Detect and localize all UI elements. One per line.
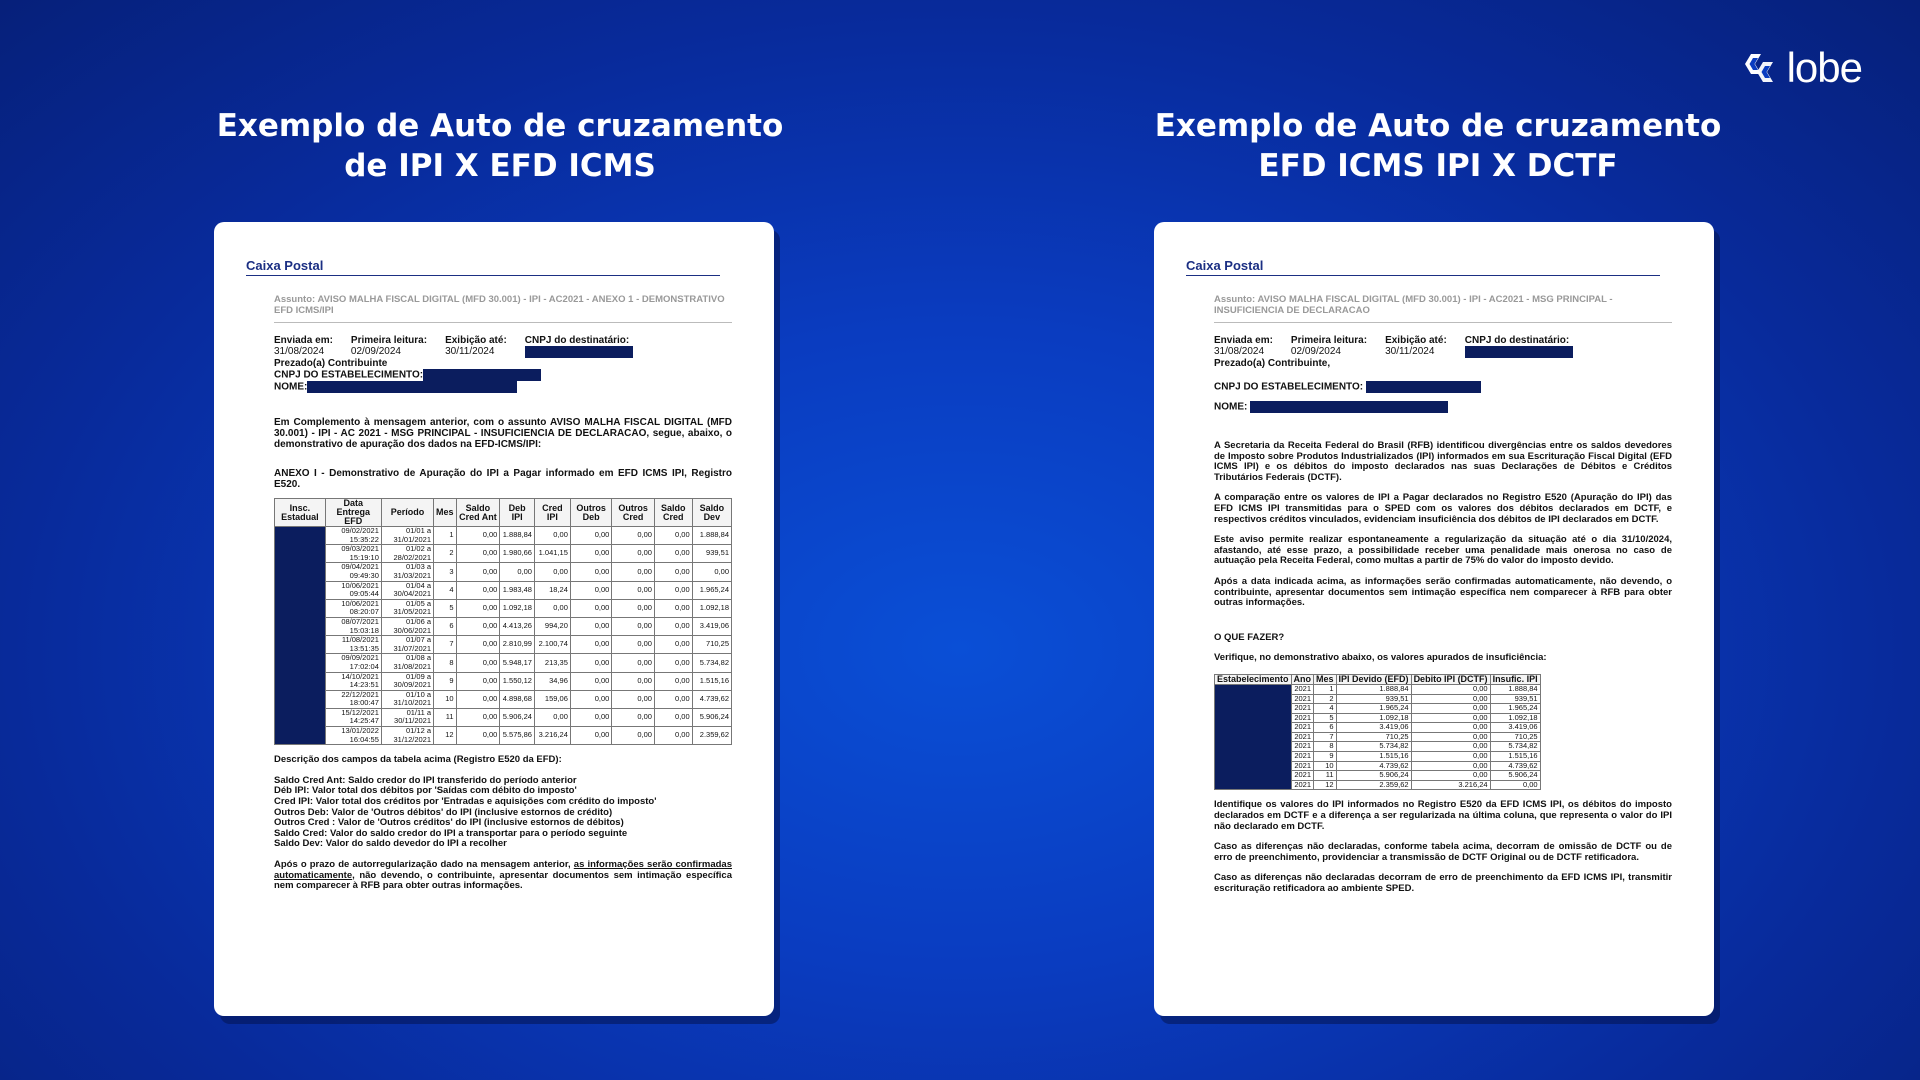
table-cell: 0,00 [456, 545, 500, 563]
redacted-cell [275, 527, 326, 745]
table-cell: 2021 [1291, 732, 1314, 742]
e520-table [274, 498, 732, 745]
desc-item: Outros Deb: Valor de 'Outros débitos' do IPI (inclusive estornos de crédito) [274, 806, 613, 818]
table-cell: 1 [1314, 684, 1337, 694]
desc-item: Outros Cred : Valor de 'Outros créditos' do IPI (inclusive estornos de débitos) [274, 817, 624, 829]
meta-display-until: Exibição até: 30/11/2024 [1385, 335, 1447, 357]
right-document-body [1214, 294, 1672, 895]
table-cell: 0,00 [456, 563, 500, 581]
table-cell: 0,00 [570, 563, 611, 581]
table-cell: 0,00 [654, 727, 692, 745]
caixa-postal-title: Caixa Postal [1186, 258, 1264, 273]
redacted-block [423, 369, 541, 381]
table-cell: 5.734,82 [1336, 742, 1411, 752]
table-header-row [1215, 674, 1541, 684]
table-cell: 0,00 [612, 636, 655, 654]
desc-item: Saldo Cred: Valor do saldo credor do IPI a transportar para o período seguinte [274, 827, 628, 839]
table-row [275, 581, 732, 599]
table-cell: 1.092,18 [500, 599, 535, 617]
redacted-block [525, 346, 633, 358]
left-heading-line-2: de IPI X EFD ICMS [344, 148, 656, 184]
lobe-logo-icon [1739, 48, 1779, 88]
table-cell: 0,00 [570, 581, 611, 599]
column-header: Saldo Cred [654, 499, 692, 527]
table-cell: 2021 [1291, 761, 1314, 771]
paragraph-3: Este aviso permite realizar espontaneamente a regularização da situação até o dia 31/10/2024, afastando, até esse prazo, a possibilidade receber uma penalidade mais onerosa no caso de autuação pela Receita Federal, como multas a partir de 75% do valor do imposto devido. [1214, 534, 1672, 567]
table-cell: 13/01/2022 16:04:55 [325, 727, 381, 745]
table-cell: 0,00 [456, 581, 500, 599]
table-cell: 0,00 [570, 617, 611, 635]
right-document-card [1154, 222, 1714, 1016]
table-cell: 0,00 [654, 672, 692, 690]
table-cell: 0,00 [612, 581, 655, 599]
table-cell: 1.092,18 [1490, 713, 1540, 723]
table-cell: 2.359,62 [1336, 780, 1411, 790]
column-header: Saldo Cred Ant [456, 499, 500, 527]
table-cell: 0,00 [570, 727, 611, 745]
message-meta [1214, 335, 1672, 358]
table-cell: 0,00 [1411, 752, 1490, 762]
meta-display-until: Exibição até: 30/11/2024 [445, 335, 507, 357]
redacted-block [1250, 401, 1448, 413]
redacted-cell [1215, 684, 1292, 790]
table-cell: 0,00 [1411, 704, 1490, 714]
table-cell: 01/06 a 30/06/2021 [381, 617, 433, 635]
table-cell: 01/02 a 28/02/2021 [381, 545, 433, 563]
table-cell: 01/08 a 31/08/2021 [381, 654, 433, 672]
table-cell: 0,00 [654, 690, 692, 708]
table-cell: 1.092,18 [692, 599, 731, 617]
table-cell: 8 [1314, 742, 1337, 752]
table-cell: 1.983,48 [500, 581, 535, 599]
table-cell: 2021 [1291, 713, 1314, 723]
table-cell: 710,25 [1336, 732, 1411, 742]
table-cell: 5.948,17 [500, 654, 535, 672]
right-heading-line-2: EFD ICMS IPI X DCTF [1258, 148, 1618, 184]
table-cell: 10/06/2021 09:05:44 [325, 581, 381, 599]
table-cell: 939,51 [692, 545, 731, 563]
column-header: Insufic. IPI [1490, 674, 1540, 684]
caixa-postal-title: Caixa Postal [246, 258, 324, 273]
table-cell: 01/04 a 30/04/2021 [381, 581, 433, 599]
table-cell: 2 [434, 545, 457, 563]
table-cell: 08/07/2021 15:03:18 [325, 617, 381, 635]
table-cell: 01/05 a 31/05/2021 [381, 599, 433, 617]
table-cell: 0,00 [570, 708, 611, 726]
column-header: Debito IPI (DCTF) [1411, 674, 1490, 684]
redacted-block [307, 381, 517, 393]
meta-sent: Enviada em: 31/08/2024 [274, 335, 333, 357]
table-cell: 4.898,68 [500, 690, 535, 708]
table-cell: 1 [434, 527, 457, 545]
nome-line: NOME: [1214, 401, 1672, 413]
table-cell: 0,00 [456, 527, 500, 545]
message-subject: Assunto: AVISO MALHA FISCAL DIGITAL (MFD 30.001) - IPI - AC2021 - ANEXO 1 - DEMONSTRATIVO EFD ICMS/IPI [274, 294, 732, 323]
table-cell: 0,00 [456, 654, 500, 672]
paragraph-6: Caso as diferenças não declaradas, conforme tabela acima, decorram de omissão de DCTF ou de erro de preenchimento, providenciar a transmissão de DCTF Original ou de DCTF retificadora. [1214, 841, 1672, 863]
table-cell: 2021 [1291, 684, 1314, 694]
table-cell: 09/03/2021 15:19:10 [325, 545, 381, 563]
nome-line: NOME: [274, 381, 732, 393]
table-cell: 9 [1314, 752, 1337, 762]
table-cell: 14/10/2021 14:23:51 [325, 672, 381, 690]
table-cell: 4.739,62 [1336, 761, 1411, 771]
table-cell: 3.419,06 [1490, 723, 1540, 733]
table-row [275, 672, 732, 690]
annex-title: ANEXO I - Demonstrativo de Apuração do IPI a Pagar informado em EFD ICMS IPI, Registro E520. [274, 468, 732, 490]
table-cell: 0,00 [654, 545, 692, 563]
table-cell: 2.100,74 [534, 636, 570, 654]
table-cell: 1.965,24 [1336, 704, 1411, 714]
table-cell: 0,00 [1411, 713, 1490, 723]
table-cell: 0,00 [654, 581, 692, 599]
table-cell: 0,00 [456, 636, 500, 654]
paragraph-5: Identifique os valores do IPI informados no Registro E520 da EFD ICMS IPI, os débitos do imposto declarados em DCTF e a diferença a ser regularizada na última coluna, que representa o valor do IPI não declarado em DCTF. [1214, 799, 1672, 832]
meta-first-read: Primeira leitura: 02/09/2024 [1290, 335, 1368, 357]
table-cell: 1.888,84 [692, 527, 731, 545]
desc-title: Descrição dos campos da tabela acima (Registro E520 da EFD): [274, 754, 562, 766]
what-to-do-title: O QUE FAZER? [1214, 631, 1285, 643]
table-cell: 0,00 [612, 727, 655, 745]
column-header: Saldo Dev [692, 499, 731, 527]
table-cell: 09/09/2021 17:02:04 [325, 654, 381, 672]
table-cell: 159,06 [534, 690, 570, 708]
brand-name: lobe [1786, 44, 1862, 91]
desc-item: Déb IPI: Valor total dos débitos por 'Saídas com débito do imposto' [274, 785, 577, 797]
table-cell: 01/12 a 31/12/2021 [381, 727, 433, 745]
table-cell: 0,00 [1490, 780, 1540, 790]
table-cell: 0,00 [456, 690, 500, 708]
table-cell: 10/06/2021 08:20:07 [325, 599, 381, 617]
table-cell: 01/09 a 30/09/2021 [381, 672, 433, 690]
table-cell: 9 [434, 672, 457, 690]
table-cell: 0,00 [570, 527, 611, 545]
table-cell: 01/01 a 31/01/2021 [381, 527, 433, 545]
table-cell: 0,00 [1411, 684, 1490, 694]
table-cell: 10 [434, 690, 457, 708]
table-cell: 0,00 [570, 672, 611, 690]
table-row [1215, 684, 1541, 694]
table-cell: 939,51 [1336, 694, 1411, 704]
table-cell: 2021 [1291, 742, 1314, 752]
cnpj-line: CNPJ DO ESTABELECIMENTO: [274, 369, 732, 381]
table-cell: 0,00 [456, 672, 500, 690]
table-row [275, 527, 732, 545]
left-heading-line-1: Exemplo de Auto de cruzamento [216, 108, 784, 144]
table-cell: 0,00 [534, 708, 570, 726]
table-cell: 3.419,06 [1336, 723, 1411, 733]
column-header: Estabelecimento [1215, 674, 1292, 684]
table-cell: 939,51 [1490, 694, 1540, 704]
intro-paragraph: Em Complemento à mensagem anterior, com o assunto AVISO MALHA FISCAL DIGITAL (MFD 30.001) - IPI - AC 2021 - MSG PRINCIPAL - INSUFICIENCIA DE DECLARACAO, segue, abaixo, o demonstrativo de apuração dos dados na EFD-ICMS/IPI: [274, 417, 732, 450]
column-header: Insc. Estadual [275, 499, 326, 527]
table-cell: 0,00 [1411, 742, 1490, 752]
table-cell: 09/02/2021 15:35:22 [325, 527, 381, 545]
table-cell: 710,25 [692, 636, 731, 654]
table-cell: 0,00 [654, 617, 692, 635]
table-cell: 0,00 [534, 599, 570, 617]
table-cell: 34,96 [534, 672, 570, 690]
table-cell: 1.515,16 [1490, 752, 1540, 762]
table-cell: 15/12/2021 14:25:47 [325, 708, 381, 726]
closing-paragraph: Após o prazo de autorregularização dado na mensagem anterior, as informações serão confirmadas automaticamente, não devendo, o contribuinte, apresentar documentos sem intimação específica nem comparecer à RFB para obter outras informações. [274, 859, 732, 892]
table-cell: 994,20 [534, 617, 570, 635]
table-cell: 3 [434, 563, 457, 581]
table-cell: 11 [1314, 771, 1337, 781]
table-cell: 22/12/2021 18:00:47 [325, 690, 381, 708]
table-cell: 1.888,84 [1336, 684, 1411, 694]
insufficiency-table [1214, 674, 1541, 791]
meta-first-read: Primeira leitura: 02/09/2024 [350, 335, 428, 357]
table-cell: 1.041,15 [534, 545, 570, 563]
table-cell: 0,00 [570, 636, 611, 654]
table-cell: 7 [1314, 732, 1337, 742]
column-header: Mes [1314, 674, 1337, 684]
table-cell: 0,00 [570, 654, 611, 672]
column-header: Data Entrega EFD [325, 499, 381, 527]
brand-logo [1739, 44, 1862, 92]
table-cell: 0,00 [654, 636, 692, 654]
left-heading [180, 106, 820, 186]
table-cell: 4.413,26 [500, 617, 535, 635]
table-cell: 5.906,24 [1490, 771, 1540, 781]
table-row [275, 708, 732, 726]
table-cell: 0,00 [1411, 761, 1490, 771]
paragraph-2: A comparação entre os valores de IPI a Pagar declarados no Registro E520 (Apuração do IPI) das EFD ICMS IPI transmitidas para o SPED com os valores dos débitos declarados em DCTF, e respectivos créditos vinculados, evidenciam insuficiência dos débitos de IPI declarados em DCTF. [1214, 492, 1672, 525]
cnpj-line: CNPJ DO ESTABELECIMENTO: [1214, 381, 1672, 393]
table-cell: 710,25 [1490, 732, 1540, 742]
table-cell: 5.734,82 [1490, 742, 1540, 752]
column-header: Deb IPI [500, 499, 535, 527]
table-cell: 5.734,82 [692, 654, 731, 672]
table-cell: 2021 [1291, 780, 1314, 790]
table-cell: 0,00 [570, 690, 611, 708]
table-cell: 0,00 [612, 672, 655, 690]
table-cell: 5 [1314, 713, 1337, 723]
table-cell: 11 [434, 708, 457, 726]
table-cell: 1.965,24 [1490, 704, 1540, 714]
table-cell: 01/11 a 30/11/2021 [381, 708, 433, 726]
desc-list [274, 776, 732, 850]
table-cell: 2.810,99 [500, 636, 535, 654]
table-cell: 0,00 [612, 654, 655, 672]
table-cell: 0,00 [654, 563, 692, 581]
table-cell: 2 [1314, 694, 1337, 704]
table-cell: 2021 [1291, 771, 1314, 781]
table-body [1215, 684, 1541, 790]
table-cell: 0,00 [456, 727, 500, 745]
table-cell: 0,00 [612, 545, 655, 563]
table-cell: 0,00 [612, 708, 655, 726]
table-cell: 0,00 [1411, 771, 1490, 781]
table-cell: 09/04/2021 09:49:30 [325, 563, 381, 581]
left-document-body [274, 294, 732, 892]
table-row [275, 727, 732, 745]
table-cell: 0,00 [1411, 694, 1490, 704]
table-cell: 0,00 [534, 527, 570, 545]
table-cell: 0,00 [1411, 732, 1490, 742]
redacted-block [1366, 381, 1481, 393]
table-cell: 1.515,16 [1336, 752, 1411, 762]
table-cell: 18,24 [534, 581, 570, 599]
table-cell: 6 [1314, 723, 1337, 733]
table-cell: 1.888,84 [1490, 684, 1540, 694]
table-cell: 0,00 [456, 708, 500, 726]
table-cell: 6 [434, 617, 457, 635]
column-header: Outros Cred [612, 499, 655, 527]
table-row [275, 617, 732, 635]
table-header-row [275, 499, 732, 527]
table-cell: 0,00 [654, 654, 692, 672]
greeting: Prezado(a) Contribuinte [274, 358, 388, 369]
desc-item: Saldo Dev: Valor do saldo devedor do IPI a recolher [274, 838, 507, 850]
table-row [275, 545, 732, 563]
table-cell: 1.965,24 [692, 581, 731, 599]
table-cell: 0,00 [570, 599, 611, 617]
greeting: Prezado(a) Contribuinte, [1214, 358, 1331, 369]
table-cell: 2021 [1291, 704, 1314, 714]
table-cell: 0,00 [654, 527, 692, 545]
table-cell: 0,00 [500, 563, 535, 581]
table-cell: 4.739,62 [1490, 761, 1540, 771]
message-subject: Assunto: AVISO MALHA FISCAL DIGITAL (MFD 30.001) - IPI - AC2021 - MSG PRINCIPAL - INSUFICIENCIA DE DECLARACAO [1214, 294, 1672, 323]
table-cell: 0,00 [654, 599, 692, 617]
table-cell: 0,00 [612, 599, 655, 617]
table-cell: 4 [1314, 704, 1337, 714]
message-meta [274, 335, 732, 358]
table-row [275, 654, 732, 672]
desc-item: Cred IPI: Valor total dos créditos por 'Entradas e aquisições com crédito do imposto' [274, 796, 657, 808]
table-cell: 12 [1314, 780, 1337, 790]
title-divider [246, 275, 720, 276]
table-row [275, 599, 732, 617]
redacted-block [1465, 346, 1573, 358]
paragraph-7: Caso as diferenças não declaradas decorram de erro de preenchimento da EFD ICMS IPI, transmitir escrituração retificadora ao ambiente SPED. [1214, 872, 1672, 894]
table-cell: 8 [434, 654, 457, 672]
table-row [275, 690, 732, 708]
table-cell: 01/10 a 31/10/2021 [381, 690, 433, 708]
table-cell: 2021 [1291, 723, 1314, 733]
table-body [275, 527, 732, 745]
table-cell: 0,00 [534, 563, 570, 581]
table-cell: 7 [434, 636, 457, 654]
table-cell: 5.906,24 [692, 708, 731, 726]
table-cell: 0,00 [654, 708, 692, 726]
table-cell: 213,35 [534, 654, 570, 672]
meta-recipient-cnpj: CNPJ do destinatário: [1465, 335, 1573, 358]
table-cell: 4 [434, 581, 457, 599]
table-cell: 0,00 [612, 563, 655, 581]
table-cell: 01/03 a 31/03/2021 [381, 563, 433, 581]
column-header: Outros Deb [570, 499, 611, 527]
table-cell: 5.906,24 [1336, 771, 1411, 781]
table-cell: 5.906,24 [500, 708, 535, 726]
table-cell: 0,00 [456, 599, 500, 617]
table-cell: 0,00 [612, 527, 655, 545]
table-row [275, 636, 732, 654]
table-cell: 3.419,06 [692, 617, 731, 635]
table-cell: 3.216,24 [534, 727, 570, 745]
right-heading [1118, 106, 1758, 186]
desc-item: Saldo Cred Ant: Saldo credor do IPI transferido do período anterior [274, 774, 577, 786]
table-cell: 12 [434, 727, 457, 745]
column-header: Ano [1291, 674, 1314, 684]
table-cell: 2.359,62 [692, 727, 731, 745]
table-cell: 0,00 [612, 690, 655, 708]
verify-line: Verifique, no demonstrativo abaixo, os valores apurados de insuficiência: [1214, 652, 1547, 664]
table-row [275, 563, 732, 581]
paragraph-1: A Secretaria da Receita Federal do Brasil (RFB) identificou divergências entre os saldos devedores de Imposto sobre Produtos Industrializados (IPI) informados em sua Escrituração Fiscal Digital (EFD ICMS IPI) e os débitos do imposto declarados nas suas Declarações de Débitos e Créditos Tributários Federais (DCTF). [1214, 440, 1672, 483]
table-cell: 2021 [1291, 694, 1314, 704]
table-cell: 1.980,66 [500, 545, 535, 563]
meta-sent: Enviada em: 31/08/2024 [1214, 335, 1273, 357]
table-cell: 0,00 [1411, 723, 1490, 733]
table-cell: 3.216,24 [1411, 780, 1490, 790]
title-divider [1186, 275, 1660, 276]
table-cell: 5 [434, 599, 457, 617]
right-heading-line-1: Exemplo de Auto de cruzamento [1154, 108, 1722, 144]
table-cell: 4.739,62 [692, 690, 731, 708]
column-header: Período [381, 499, 433, 527]
table-cell: 0,00 [570, 545, 611, 563]
column-header: IPI Devido (EFD) [1336, 674, 1411, 684]
table-cell: 0,00 [456, 617, 500, 635]
table-cell: 10 [1314, 761, 1337, 771]
paragraph-4: Após a data indicada acima, as informações serão confirmadas automaticamente, não devendo, o contribuinte, apresentar documentos sem intimação específica nem comparecer à RFB para obter outras informações. [1214, 575, 1672, 609]
table-cell: 0,00 [612, 617, 655, 635]
column-header: Mes [434, 499, 457, 527]
left-document-card [214, 222, 774, 1016]
table-cell: 1.515,16 [692, 672, 731, 690]
table-cell: 1.550,12 [500, 672, 535, 690]
table-cell: 5.575,86 [500, 727, 535, 745]
table-cell: 1.092,18 [1336, 713, 1411, 723]
table-cell: 11/08/2021 13:51:35 [325, 636, 381, 654]
table-cell: 01/07 a 31/07/2021 [381, 636, 433, 654]
table-cell: 1.888,84 [500, 527, 535, 545]
table-cell: 2021 [1291, 752, 1314, 762]
meta-recipient-cnpj: CNPJ do destinatário: [525, 335, 633, 358]
table-cell: 0,00 [692, 563, 731, 581]
column-header: Cred IPI [534, 499, 570, 527]
